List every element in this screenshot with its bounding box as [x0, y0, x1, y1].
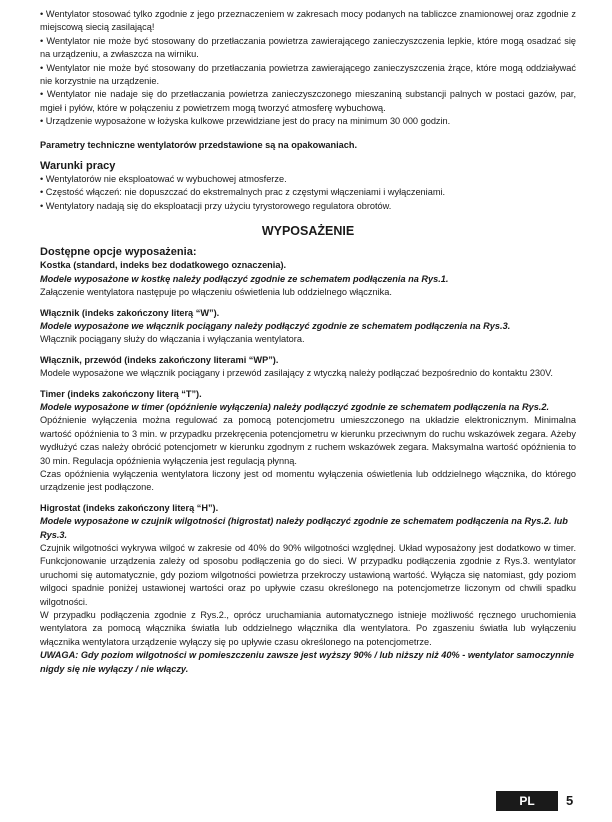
kostka-note: Modele wyposażone w kostkę należy podłączyć zgodnie ze schematem podłączenia na Rys.1. [40, 273, 449, 284]
wp-text: Modele wyposażone we włącznik pociągany i przewód zasilający z wtyczką należy podłączać bezpośrednio do kontaktu 230V. [40, 368, 553, 379]
options-heading: Dostępne opcje wyposażenia: [40, 246, 197, 259]
wp-title: Włącznik, przewód (indeks zakończony literami “WP”). [40, 354, 279, 365]
language-badge: PL [496, 791, 558, 811]
params-note: Parametry techniczne wentylatorów przedstawione są na opakowaniach. [40, 139, 358, 150]
document-page [40, 8, 576, 676]
warunki-title: Warunki pracy [40, 160, 116, 173]
page-number: 5 [566, 793, 574, 808]
section-kostka [40, 259, 576, 299]
intro-bullet-1: • Wentylator stosować tylko zgodnie z jego przeznaczeniem w zakresach mocy podanych na tabliczce znamionowej oraz zgodnie z miejscową siecią zasilającą! [40, 9, 576, 33]
intro-bullet-5: • Urządzenie wyposażone w łożyska kulkowe przewidziane jest do pracy na minimum 30 000 godzin. [40, 116, 451, 127]
wlacznik-text: Włącznik pociągany służy do włączania i wyłączania wentylatora. [40, 334, 305, 345]
timer-title: Timer (indeks zakończony literą “T”). [40, 388, 202, 399]
intro-bullet-list [40, 8, 576, 129]
wlacznik-note: Modele wyposażone we włącznik pociągany należy podłączyć zgodnie ze schematem podłączenia na Rys.3. [40, 320, 511, 331]
higrostat-note: Modele wyposażone w czujnik wilgotności (higrostat) należy podłączyć zgodnie ze schematem podłączenia na Rys.2. lub Rys.3. [40, 516, 568, 540]
intro-bullet-2: • Wentylator nie może być stosowany do przetłaczania powietrza zawierającego zanieczyszczenia lepkie, które mogą osadzać się na urządzeniu, a zwłaszcza na wirniku. [40, 35, 576, 60]
higrostat-warning: UWAGA: Gdy poziom wilgotności w pomieszczeniu zawsze jest wyższy 90% / lub niższy niż 40% - wentylator samoczynnie nigdy się nie wyłączy / nie włączy. [40, 650, 575, 674]
warunki-item-2: • Częstość włączeń: nie dopuszczać do ekstremalnych prac z częstymi włączeniami i wyłączeniami. [40, 187, 446, 198]
section-higrostat [40, 502, 576, 676]
timer-note: Modele wyposażone w timer (opóźnienie wyłączenia) należy podłączyć zgodnie ze schematem podłączenia na Rys.2. [40, 401, 550, 412]
section-timer [40, 388, 576, 495]
wyposazenie-heading: WYPOSAŻENIE [261, 224, 355, 239]
higrostat-text-2: W przypadku podłączenia zgodnie z Rys.2., oprócz uruchamiania automatycznego istnieje możliwość ręcznego uruchomienia wentylatora za pomocą włącznika światła lub oddzielnego włącznika dla wentylatora. Po zgaszeniu światła lub wyłączeniu włącznika wentylatora urządzenie wyłączy się po upływie czasu określonego na potencjometrze. [40, 610, 576, 647]
higrostat-text-1: Czujnik wilgotności wykrywa wilgoć w zakresie od 40% do 90% wilgotności względnej. Układ wyposażony jest dodatkowo w timer. Funkcjonowanie urządzenia zależy od sposobu podłączenia go do sieci. W przypadku podłączenia zgodnie z Rys.3. wentylator uruchomi się automatycznie, gdy poziom wilgotności powietrza przekroczy ustawioną wartość. Wyłącza się natomiast, gdy poziom wilgoci spadnie poniżej ustawionej wartości oraz po upływie czasu określonego na potencjometrze liczonym od chwili spadku wilgotności. [40, 543, 576, 607]
intro-bullet-3: • Wentylator nie może być stosowany do przetłaczania powietrza zawierającego zanieczyszczenia żrące, które mogą oddziaływać nie korzystnie na urządzenie. [40, 62, 576, 87]
section-wlacznik [40, 307, 576, 347]
warunki-item-1: • Wentylatorów nie eksploatować w wybuchowej atmosferze. [40, 174, 287, 185]
wlacznik-title: Włącznik (indeks zakończony literą “W”). [40, 307, 220, 318]
higrostat-title: Higrostat (indeks zakończony literą “H”). [40, 502, 219, 513]
warunki-item-3: • Wentylatory nadają się do eksploatacji przy użyciu tyrystorowego regulatora obrotów. [40, 200, 392, 211]
section-wp [40, 354, 576, 381]
kostka-text: Załączenie wentylatora następuje po włączeniu oświetlenia lub oddzielnego włącznika. [40, 287, 392, 298]
warunki-list [40, 173, 576, 213]
intro-bullet-4: • Wentylator nie nadaje się do przetłaczania powietrza zanieczyszczonego mieszaniną substancji palnych w postaci gazów, par, mgieł i pyłów, które w połączeniu z powietrzem mogą tworzyć atmosferę wybuchową. [40, 89, 576, 113]
timer-text-1: Opóźnienie wyłączenia można regulować za pomocą potencjometru umieszczonego na układzie elektronicznym. Minimalna wartość opóźnienia to 3 min. w przypadku przekręcenia potencjometru w kierunku przeciwnym do ruchu wskazówek zegara. Ażeby wydłużyć czas należy obrócić potencjometr w kierunku zgodnym z ruchem wskazówek zegara. Maksymalna wartość opóźnienia to 30 min. Regulacja opóźnienia wyłączenia jest regulacją płynną. [40, 415, 576, 466]
kostka-title: Kostka (standard, indeks bez dodatkowego oznaczenia). [40, 260, 287, 271]
timer-text-2: Czas opóźnienia wyłączenia wentylatora liczony jest od momentu wyłączenia oświetlenia lub oddzielnego włącznika, do którego urządzenie jest podłączone. [40, 468, 576, 493]
